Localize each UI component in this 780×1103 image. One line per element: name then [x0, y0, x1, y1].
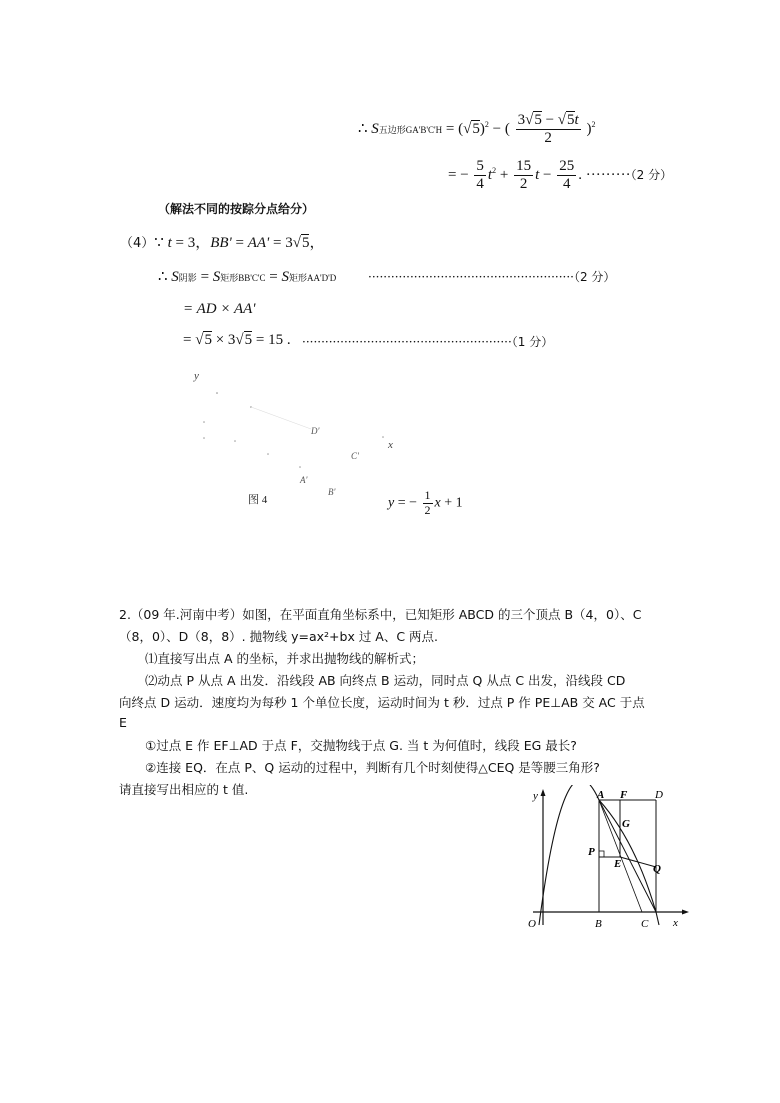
problem-2-subpart-1: ①过点 E 作 EF⊥AD 于点 F，交抛物线于点 G. 当 t 为何值时，线段 EG 最长? — [145, 738, 577, 753]
score-label: （1 分） — [511, 335, 554, 349]
label-q: Q — [653, 863, 661, 875]
problem-2-line-9: 请直接写出相应的 t 值. — [119, 782, 249, 797]
fraction: $\frac{3√5 - √5t}{2}$ — [517, 112, 579, 147]
segment-eq — [620, 857, 656, 867]
score-label: （2 分） — [573, 270, 616, 284]
point-b-prime: B' — [328, 487, 336, 497]
label-d: D — [655, 789, 663, 801]
dotted-leader: ·······················································（1 分） — [302, 335, 554, 349]
dotted-leader: ······················································（2 分） — [368, 270, 616, 284]
label-x: x — [673, 917, 678, 929]
problem-2-figure — [525, 785, 695, 935]
label-o: O — [528, 918, 536, 930]
point-d-prime: D' — [311, 426, 320, 436]
line-equation: y = − $\frac{1}{2}$ x + 1 — [388, 488, 463, 517]
y-axis-label: y — [194, 370, 199, 382]
point-c-prime: C' — [351, 451, 359, 461]
area-formula-line-2: = − $\frac{5}{4}$ $t^2$ + $\frac{15}{2}$ t − $\frac{25}{4}$ . ·········（2 分） — [448, 158, 673, 193]
label-g: G — [622, 818, 630, 830]
problem-2-part-2: ⑵动点 P 从点 A 出发．沿线段 AB 向终点 B 运动，同时点 Q 从点 C 出发，沿线段 CD — [145, 673, 626, 688]
problem-2-line-2: （8，0）、D（8，8）. 抛物线 y=ax²+bx 过 A、C 两点. — [119, 629, 439, 644]
faded-line — [251, 407, 311, 429]
grading-note: （解法不同的按踪分点给分） — [158, 202, 315, 216]
label-b: B — [595, 918, 602, 930]
right-angle-mark — [599, 851, 604, 857]
score-label: （2 分） — [630, 168, 673, 183]
shaded-area-line: ∴ S阴影 = S矩形BB'C'C = S矩形AA'D'D — [158, 269, 337, 285]
problem-2-line-1: 2.（09 年.河南中考）如图，在平面直角坐标系中，已知矩形 ABCD 的三个顶点 B（4，0）、C — [119, 607, 642, 622]
problem-2-line-6: E — [119, 715, 127, 730]
segment-ac — [599, 800, 656, 912]
problem-2-line-5: 向终点 D 运动．速度均为每秒 1 个单位长度，运动时间为 t 秒．过点 P 作 PE⊥AB 交 AC 于点 — [119, 695, 645, 710]
label-e: E — [614, 858, 622, 870]
part-4-statement: （4）∵ t = 3，BB' = AA' = 3√5， — [120, 235, 325, 251]
area-formula-line-1: ∴ S五边形$GA'B'C'H = (√5)^2$ − ( $\frac{3√5 - √5t}{2}$ )$^2$ — [358, 112, 596, 147]
label-p: P — [588, 846, 595, 858]
x-axis-label: x — [388, 439, 393, 451]
area-product-line: = AD × AA' — [183, 301, 256, 317]
problem-2-part-1: ⑴直接写出点 A 的坐标，并求出抛物线的解析式； — [145, 651, 424, 666]
problem-2-subpart-2: ②连接 EQ．在点 P、Q 运动的过程中，判断有几个时刻使得△CEQ 是等腰三角形? — [145, 760, 600, 775]
label-y: y — [533, 790, 538, 802]
subscript-pentagon: 五边形GA'B'C'H — [378, 125, 443, 136]
label-c: C — [641, 918, 649, 930]
point-a-prime: A' — [300, 475, 308, 485]
area-result-line: = √5 × 3√5 = 15 . — [183, 332, 291, 348]
figure-caption: 图 4 — [248, 494, 268, 506]
label-a: A — [597, 789, 605, 801]
label-f: F — [620, 789, 628, 801]
